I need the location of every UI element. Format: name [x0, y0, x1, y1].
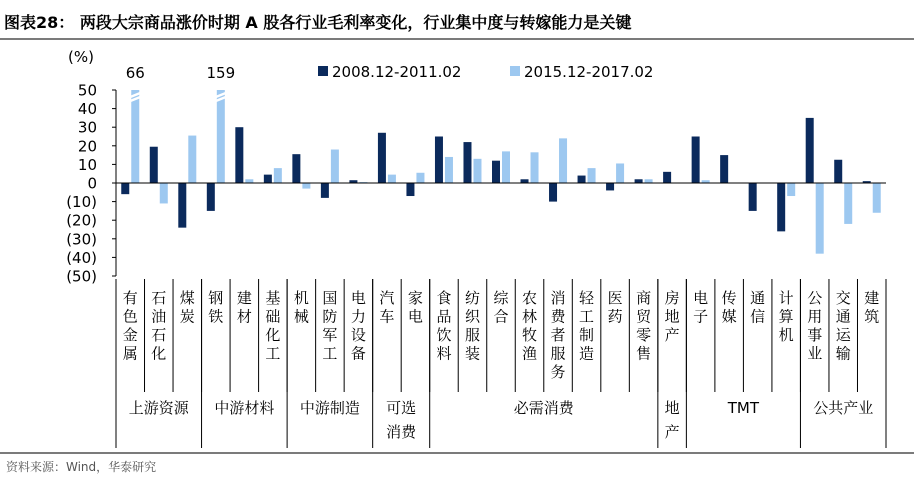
- bar-2-建材: [245, 179, 253, 183]
- bar-1-综合: [492, 161, 500, 183]
- group-label: 可选消费: [386, 399, 417, 441]
- legend-label-1: 2008.12-2011.02: [332, 63, 462, 81]
- bar-1-建材: [235, 127, 243, 183]
- bar-2-汽车: [388, 175, 396, 183]
- bar-1-交通运输: [834, 160, 842, 183]
- x-tick-label: 商贸零售: [636, 289, 652, 363]
- group-label: 地产: [664, 399, 680, 441]
- y-unit-label: (%): [68, 48, 94, 66]
- bar-1-国防军工: [321, 183, 329, 198]
- bar-2-农林牧渔: [531, 152, 539, 183]
- x-tick-label: 公用事业: [807, 289, 823, 363]
- x-tick-label: 煤炭: [179, 289, 195, 326]
- bar-1-汽车: [378, 133, 386, 183]
- y-tick-label: 0: [87, 174, 97, 193]
- bar-1-农林牧渔: [521, 179, 529, 183]
- y-tick-label: (10): [66, 193, 97, 212]
- x-tick-label: 建材: [236, 289, 252, 326]
- value-annotation: 159: [206, 64, 236, 82]
- bar-2-食品饮料: [445, 157, 453, 183]
- bar-2-建筑: [873, 183, 881, 213]
- x-tick-label: 国防军工: [322, 289, 338, 363]
- x-tick-label: 消费者服务: [550, 289, 566, 381]
- group-label: 中游制造: [299, 399, 360, 417]
- bar-2-基础化工: [274, 168, 282, 183]
- bar-1-电子: [692, 137, 700, 184]
- x-tick-label: 综合: [493, 289, 509, 326]
- legend: [318, 63, 653, 81]
- x-tick-label: 纺织服装: [464, 289, 480, 363]
- x-tick-label: 有色金属: [122, 289, 138, 363]
- group-label: 必需消费: [513, 399, 574, 417]
- group-label: 上游资源: [128, 399, 189, 417]
- bar-1-轻工制造: [578, 176, 586, 183]
- bar-1-石油石化: [150, 147, 158, 183]
- y-tick-label: (50): [66, 267, 97, 286]
- x-tick-label: 房地产: [664, 289, 680, 344]
- x-tick-label: 基础化工: [265, 289, 281, 363]
- bar-1-钢铁: [207, 183, 215, 211]
- bar-1-医药: [606, 183, 614, 190]
- bar-2-石油石化: [160, 183, 168, 203]
- bar-2-钢铁: [217, 90, 225, 183]
- x-tick-label: 电子: [693, 289, 709, 326]
- bar-1-机械: [292, 154, 300, 183]
- source-note: 资料来源：Wind，华泰研究: [6, 460, 157, 474]
- y-tick-label: (30): [66, 230, 97, 249]
- x-tick-label: 医药: [607, 289, 623, 326]
- y-tick-label: (40): [66, 248, 97, 267]
- legend-swatch-2: [510, 66, 520, 76]
- bar-2-交通运输: [844, 183, 852, 224]
- x-axis: [116, 183, 886, 448]
- bars: [121, 64, 880, 254]
- bar-1-商贸零售: [635, 179, 643, 183]
- x-tick-label: 通信: [750, 289, 766, 326]
- y-tick-label: 30: [77, 118, 97, 137]
- x-tick-label: 家电: [407, 289, 423, 326]
- bar-1-食品饮料: [435, 137, 443, 184]
- bar-1-煤炭: [178, 183, 186, 228]
- bar-1-房地产: [663, 172, 671, 183]
- bar-2-纺织服装: [473, 159, 481, 183]
- bar-2-商贸零售: [645, 179, 653, 183]
- bar-1-公用事业: [806, 118, 814, 183]
- bar-2-计算机: [787, 183, 795, 196]
- bar-2-有色金属: [131, 90, 139, 183]
- bar-2-轻工制造: [588, 168, 596, 183]
- x-tick-label: 传媒: [721, 289, 737, 326]
- x-tick-label: 机械: [293, 289, 309, 326]
- y-tick-label: (20): [66, 211, 97, 230]
- bar-1-纺织服装: [463, 142, 471, 183]
- legend-swatch-1: [318, 66, 328, 76]
- chart-title: 图表28： 两段大宗商品涨价时期 A 股各行业毛利率变化，行业集中度与转嫁能力是关键: [4, 13, 632, 32]
- x-tick-label: 食品饮料: [436, 289, 452, 363]
- legend-label-2: 2015.12-2017.02: [524, 63, 654, 81]
- bar-2-煤炭: [188, 136, 196, 183]
- bottom-rule: [0, 452, 914, 454]
- group-label: TMT: [727, 399, 760, 417]
- x-tick-label: 建筑: [864, 289, 880, 326]
- bar-1-传媒: [720, 155, 728, 183]
- bar-1-基础化工: [264, 175, 272, 183]
- x-tick-label: 轻工制造: [579, 289, 595, 363]
- x-tick-label: 汽车: [379, 289, 395, 326]
- bar-1-通信: [749, 183, 757, 211]
- group-label: 中游材料: [214, 399, 275, 417]
- bar-1-消费者服务: [549, 183, 557, 202]
- bar-2-国防军工: [331, 150, 339, 183]
- bar-2-公用事业: [816, 183, 824, 254]
- bar-1-有色金属: [121, 183, 129, 194]
- y-tick-label: 10: [77, 155, 97, 174]
- x-tick-label: 电力设备: [350, 289, 366, 363]
- bar-2-医药: [616, 163, 624, 183]
- x-tick-label: 交通运输: [835, 289, 851, 363]
- bar-2-机械: [302, 183, 310, 189]
- x-tick-label: 农林牧渔: [522, 289, 538, 363]
- bar-2-综合: [502, 151, 510, 183]
- bar-1-计算机: [777, 183, 785, 231]
- x-tick-label: 钢铁: [208, 289, 224, 326]
- bar-2-消费者服务: [559, 138, 567, 183]
- bar-1-家电: [406, 183, 414, 196]
- value-annotation: 66: [125, 64, 145, 82]
- y-axis: [66, 82, 116, 286]
- y-tick-label: 50: [77, 81, 97, 100]
- y-tick-label: 40: [77, 100, 97, 119]
- group-label: 公共产业: [813, 399, 874, 417]
- y-tick-label: 20: [77, 137, 97, 156]
- x-tick-label: 计算机: [778, 289, 794, 344]
- x-tick-label: 石油石化: [151, 289, 167, 363]
- bar-2-家电: [416, 173, 424, 183]
